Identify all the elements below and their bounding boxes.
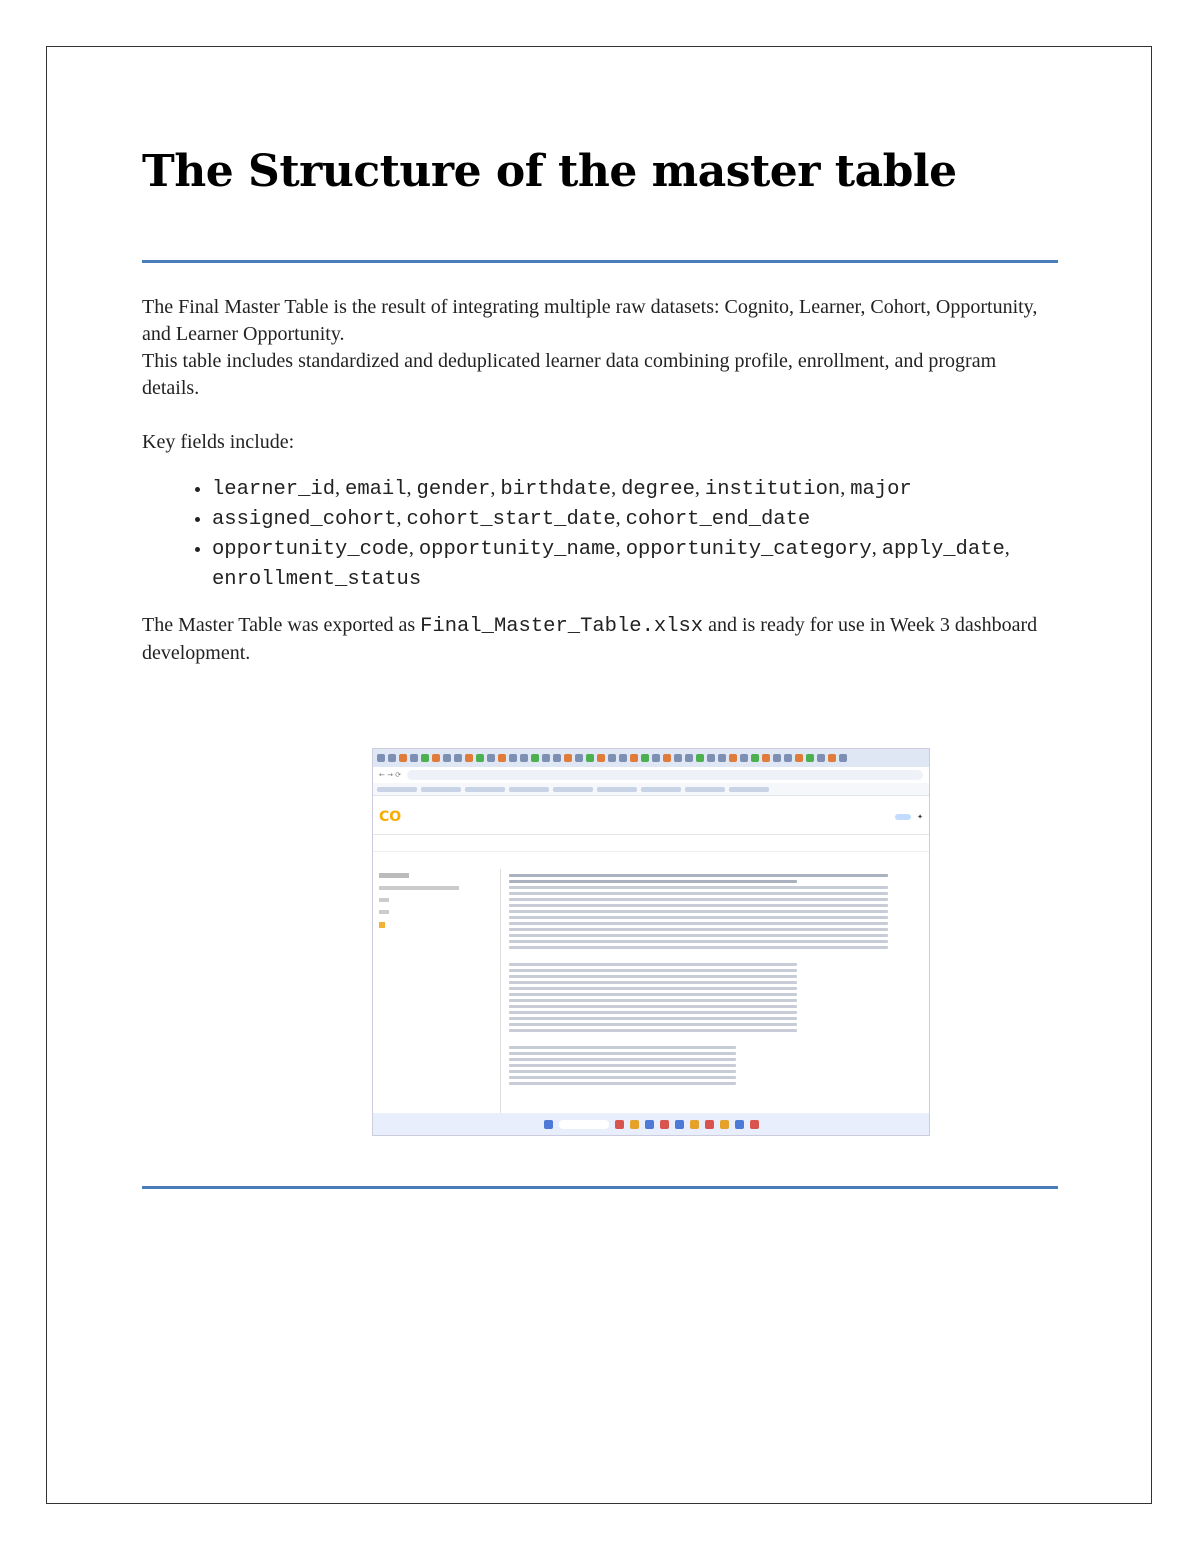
field-name: birthdate [500,478,612,501]
field-name: opportunity_name [418,538,616,561]
field-name: opportunity_category [625,538,872,561]
field-name: degree [621,478,695,501]
page-title: The Structure of the master table [142,146,957,197]
colab-logo-icon: CO [379,809,402,825]
field-name: gender [416,478,491,501]
field-separator: , [615,537,626,559]
key-field-item [212,504,1058,534]
intro-paragraph-1: The Final Master Table is the result of integrating multiple raw datasets: Cognito, Learner, Cohort, Opportunity, and Learner Opportunity. [142,296,1038,345]
field-separator: , [694,477,705,499]
field-name: cohort_end_date [625,508,811,531]
field-name: email [345,478,407,501]
field-separator: , [396,507,407,529]
field-separator: , [1004,537,1010,559]
intro-paragraph-2: This table includes standardized and deduplicated learner data combining profile, enrollment, and program details. [142,350,997,399]
key-field-item [212,474,1058,504]
browser-tab-strip [373,749,929,767]
field-separator: , [840,477,851,499]
key-fields-list [142,474,1058,594]
export-note [142,612,1058,667]
field-name: assigned_cohort [212,508,397,531]
gemini-icon: ✦ [917,813,923,821]
field-separator: , [406,477,417,499]
bottom-divider [142,1186,1058,1189]
export-note-before: The Master Table was exported as [142,614,421,636]
key-field-item [212,534,1058,594]
bookmarks-bar [373,783,929,796]
field-separator: , [611,477,622,499]
field-name: opportunity_code [212,538,409,561]
field-name: cohort_start_date [406,508,616,531]
share-button [895,814,911,820]
files-sidebar [373,869,501,1113]
field-name: apply_date [881,538,1005,561]
colab-header [373,800,929,835]
field-separator: , [335,477,346,499]
field-name: major [850,478,912,501]
field-name: enrollment_status [212,568,422,591]
colab-toolbar [373,835,929,852]
colab-screenshot-image [372,748,930,1136]
field-separator: , [490,477,501,499]
field-separator: , [871,537,882,559]
top-divider [142,260,1058,263]
field-separator: , [615,507,626,529]
field-separator: , [408,537,419,559]
export-filename: Final_Master_Table.xlsx [420,615,704,638]
colab-workspace [373,869,929,1113]
export-note-after: and is ready for use in Week 3 dashboard development. [142,614,1038,664]
windows-taskbar [373,1113,929,1135]
browser-address-bar: ← → ⟳ [373,767,929,783]
field-name: institution [704,478,841,501]
field-name: learner_id [212,478,336,501]
body-text [142,294,1058,667]
key-fields-heading: Key fields include: [142,431,295,453]
code-output-area [501,869,929,1113]
